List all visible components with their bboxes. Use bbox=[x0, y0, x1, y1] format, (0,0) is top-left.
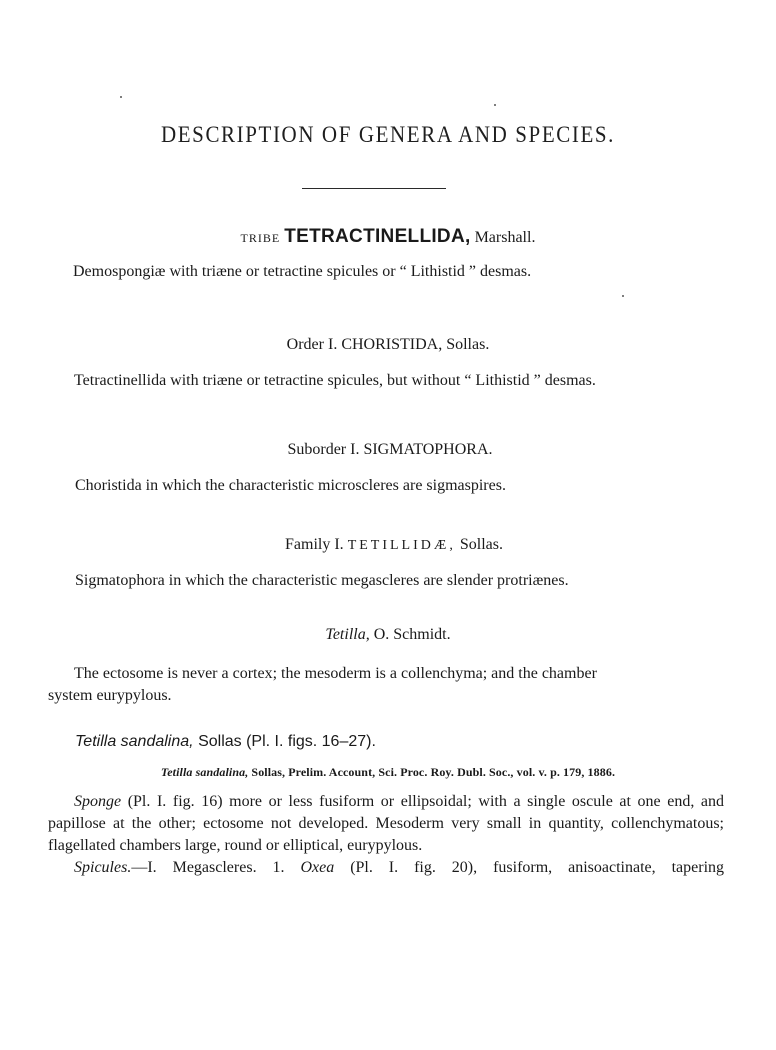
tribe-definition: Demospongiæ with triæne or tetractine spicules or “ Lithistid ” desmas. bbox=[73, 263, 532, 280]
tribe-author: Marshall. bbox=[474, 229, 536, 246]
species-author-ref: Sollas (Pl. I. figs. 16–27). bbox=[198, 733, 376, 750]
sponge-label: Sponge bbox=[74, 793, 122, 810]
family-name: TETILLIDÆ, bbox=[347, 538, 456, 553]
species-name: Tetilla sandalina, bbox=[75, 733, 194, 750]
title-divider bbox=[302, 188, 446, 189]
spicules-text: —I. Megascleres. 1. bbox=[131, 859, 285, 876]
suborder-heading: Suborder I. SIGMATOPHORA. bbox=[287, 441, 493, 458]
reference-citation: Sollas, Prelim. Account, Sci. Proc. Roy. Dubl. Soc., vol. v. p. 179, 1886. bbox=[251, 765, 616, 779]
tribe-prefix: TRIBE bbox=[240, 231, 281, 245]
family-author: Sollas. bbox=[459, 536, 503, 553]
family-prefix: Family I. bbox=[285, 536, 344, 553]
species-reference bbox=[0, 765, 776, 780]
tribe-name: TETRACTINELLIDA, bbox=[284, 226, 471, 247]
print-speck bbox=[494, 104, 496, 106]
print-speck bbox=[622, 295, 624, 297]
genus-heading bbox=[0, 626, 776, 644]
species-heading bbox=[75, 733, 376, 751]
genus-name: Tetilla, bbox=[325, 626, 370, 643]
spicules-description bbox=[48, 857, 724, 879]
tribe-heading bbox=[0, 226, 776, 248]
oxea-label: Oxea bbox=[300, 859, 335, 876]
suborder-definition: Choristida in which the characteristic microscleres are sigmaspires. bbox=[75, 477, 506, 494]
genus-definition-line-2: system eurypylous. bbox=[48, 687, 172, 704]
order-definition: Tetractinellida with triæne or tetractine spicules, but without “ Lithistid ” desmas. bbox=[74, 372, 596, 389]
print-speck bbox=[120, 96, 122, 98]
family-heading bbox=[6, 536, 776, 554]
spicules-label: Spicules. bbox=[74, 859, 132, 876]
family-definition: Sigmatophora in which the characteristic megascleres are slender protriænes. bbox=[75, 572, 569, 589]
order-heading: Order I. CHORISTIDA, Sollas. bbox=[286, 336, 490, 353]
genus-definition-line-1: The ectosome is never a cortex; the mesoderm is a collenchyma; and the chamber bbox=[74, 665, 597, 682]
genus-author: O. Schmidt. bbox=[373, 626, 451, 643]
sponge-text: (Pl. I. fig. 16) more or less fusiform or ellipsoidal; with a single oscule at one end, and papillose at the other; ectosome not developed. Mesoderm very small in quantity, collenchymatous; flagellated chambers large, round or elliptical, eurypylous. bbox=[48, 793, 725, 854]
oxea-text: (Pl. I. fig. 20), fusiform, anisoactinate, tapering bbox=[350, 859, 725, 876]
reference-species-name: Tetilla sandalina, bbox=[160, 765, 249, 779]
sponge-description bbox=[48, 791, 724, 857]
page-title: DESCRIPTION OF GENERA AND SPECIES. bbox=[160, 120, 616, 148]
